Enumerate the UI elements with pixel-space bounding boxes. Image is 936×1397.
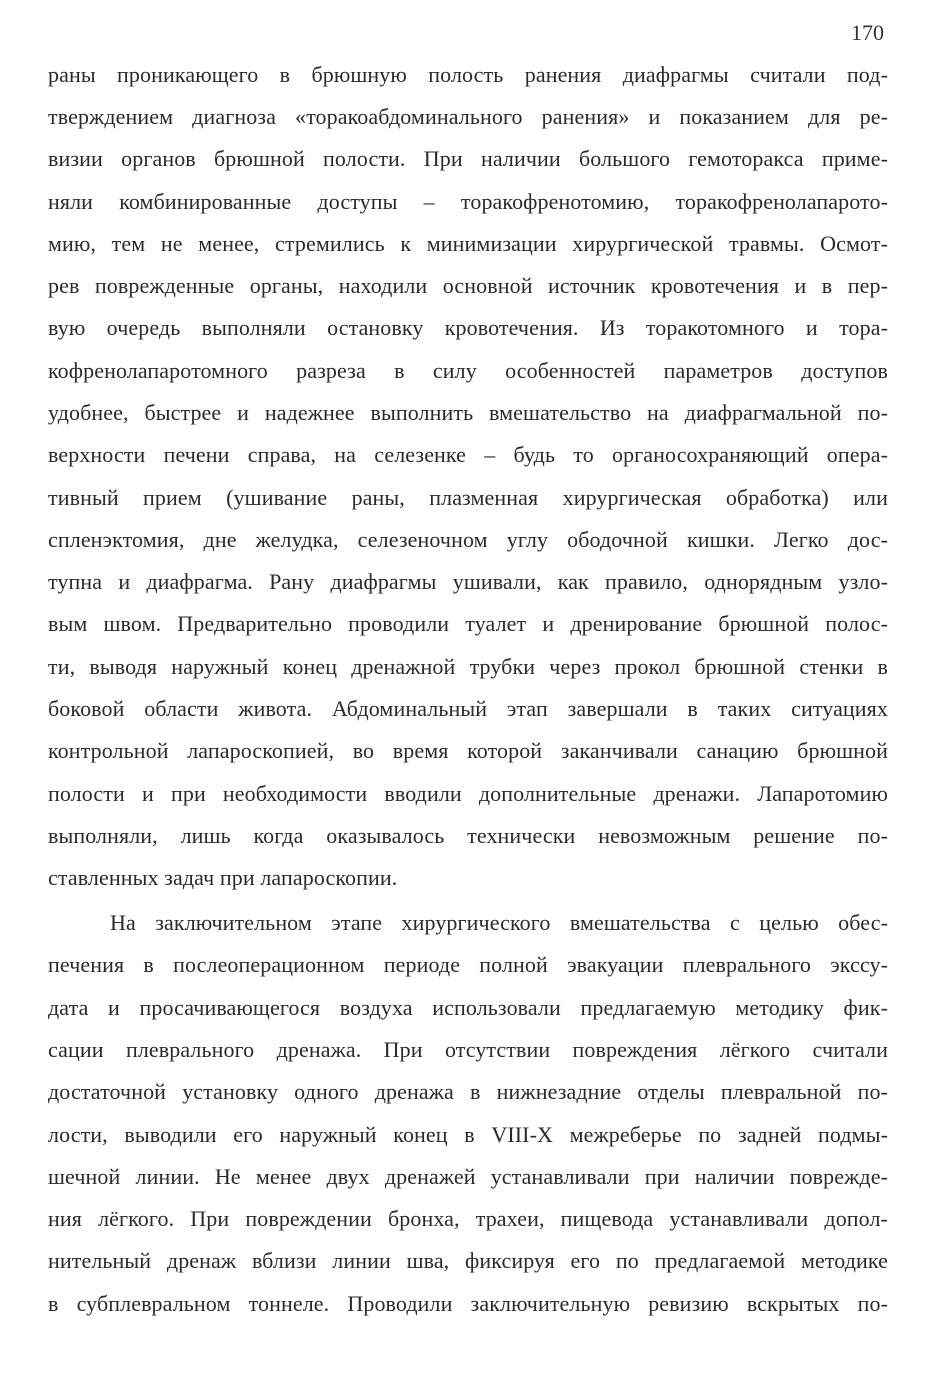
text-line: тверждением диагноза «торакоабдоминального ранения» и показанием для ре-: [48, 104, 888, 129]
text-line: верхности печени справа, на селезенке – будь то органосохраняющий опера-: [48, 442, 888, 467]
text-line: ти, выводя наружный конец дренажной трубки через прокол брюшной стенки в: [48, 654, 888, 679]
text-line: удобнее, быстрее и надежнее выполнить вмешательство на диафрагмальной по-: [48, 400, 888, 425]
text-line: ния лёгкого. При повреждении бронха, трахеи, пищевода устанавливали допол-: [48, 1206, 888, 1231]
text-line: контрольной лапароскопией, во время которой заканчивали санацию брюшной: [48, 738, 888, 763]
text-line: печения в послеоперационном периоде полной эвакуации плеврального экссу-: [48, 952, 888, 977]
text-line: спленэктомия, дне желудка, селезеночном углу ободочной кишки. Легко дос-: [48, 527, 888, 552]
text-line: лости, выводили его наружный конец в VIII-X межреберье по задней подмы-: [48, 1122, 888, 1147]
text-line: нительный дренаж вблизи линии шва, фиксируя его по предлагаемой методике: [48, 1248, 888, 1273]
text-line: тупна и диафрагма. Рану диафрагмы ушивали, как правило, однорядным узло-: [48, 569, 888, 594]
text-line: рев поврежденные органы, находили основной источник кровотечения и в пер-: [48, 273, 888, 298]
text-line: достаточной установку одного дренажа в нижнезадние отделы плевральной по-: [48, 1079, 888, 1104]
text-line: На заключительном этапе хирургического вмешательства с целью обес-: [110, 910, 888, 935]
text-line: тивный прием (ушивание раны, плазменная хирургическая обработка) или: [48, 485, 888, 510]
text-line: в субплевральном тоннеле. Проводили заключительную ревизию вскрытых по-: [48, 1291, 888, 1316]
text-line: выполняли, лишь когда оказывалось технически невозможным решение по-: [48, 823, 888, 848]
text-line: раны проникающего в брюшную полость ранения диафрагмы считали под-: [48, 62, 888, 87]
text-line: ставленных задач при лапароскопии.: [48, 865, 398, 890]
text-line: полости и при необходимости вводили дополнительные дренажи. Лапаротомию: [48, 781, 888, 806]
text-line: вую очередь выполняли остановку кровотечения. Из торакотомного и тора-: [48, 315, 888, 340]
text-line: боковой области живота. Абдоминальный этап завершали в таких ситуациях: [48, 696, 888, 721]
text-line: кофренолапаротомного разреза в силу особенностей параметров доступов: [48, 358, 888, 383]
page-number: 170: [851, 20, 884, 45]
text-line: вым швом. Предварительно проводили туалет и дренирование брюшной полос-: [48, 611, 888, 636]
text-line: няли комбинированные доступы – торакофренотомию, торакофренолапарото-: [48, 189, 888, 214]
text-line: дата и просачивающегося воздуха использовали предлагаемую методику фик-: [48, 995, 888, 1020]
text-line: сации плеврального дренажа. При отсутствии повреждения лёгкого считали: [48, 1037, 888, 1062]
text-line: визии органов брюшной полости. При наличии большого гемоторакса приме-: [48, 146, 888, 171]
text-line: мию, тем не менее, стремились к минимизации хирургической травмы. Осмот-: [48, 231, 888, 256]
text-line: шечной линии. Не менее двух дренажей устанавливали при наличии поврежде-: [48, 1164, 888, 1189]
